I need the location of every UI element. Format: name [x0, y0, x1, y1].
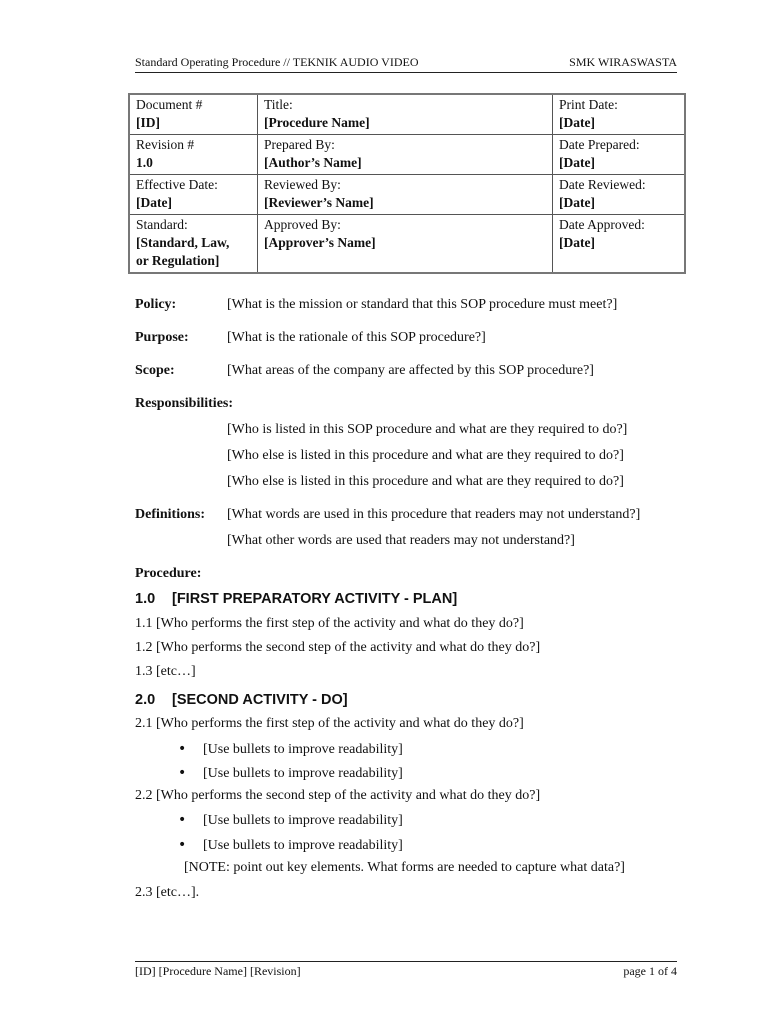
scope-row — [135, 362, 594, 380]
bullet-text: [Use bullets to improve readability] — [203, 838, 403, 853]
meta-row — [129, 175, 685, 215]
responsibility-item: [Who else is listed in this procedure and what are they required to do?] — [227, 474, 624, 489]
meta-cell-title: Title: [Procedure Name] — [258, 94, 553, 135]
meta-cell-prepared-by: Prepared By: [Author’s Name] — [258, 135, 553, 175]
procedure-step: 1.3 [etc…] — [135, 664, 196, 679]
section-title: [FIRST PREPARATORY ACTIVITY - PLAN] — [172, 591, 458, 607]
responsibility-item: [Who else is listed in this procedure and what are they required to do?] — [227, 448, 624, 463]
meta-row — [129, 94, 685, 135]
purpose-row — [135, 329, 486, 347]
section-number: 1.0 — [135, 591, 156, 607]
document-meta-table — [128, 93, 686, 274]
bullet-item — [178, 811, 403, 830]
page-header — [135, 54, 677, 73]
page-footer — [135, 961, 677, 980]
meta-cell-date-prepared: Date Prepared: [Date] — [553, 135, 686, 175]
bullet-icon: • — [178, 837, 187, 853]
procedure-note: [NOTE: point out key elements. What forms are needed to capture what data?] — [184, 860, 625, 875]
section-heading-1 — [135, 590, 457, 608]
responsibility-item: [Who is listed in this SOP procedure and what are they required to do?] — [227, 422, 628, 437]
responsibilities-label: Responsibilities: — [135, 396, 234, 411]
definition-item: [What other words are used that readers may not understand?] — [227, 533, 575, 548]
meta-row — [129, 215, 685, 274]
meta-cell-date-reviewed: Date Reviewed: [Date] — [553, 175, 686, 215]
meta-cell-effective-date: Effective Date: [Date] — [129, 175, 258, 215]
procedure-label: Procedure: — [135, 566, 202, 581]
meta-cell-standard: Standard: [Standard, Law, or Regulation] — [129, 215, 258, 274]
bullet-text: [Use bullets to improve readability] — [203, 742, 403, 757]
policy-label: Policy: — [135, 297, 177, 312]
purpose-label: Purpose: — [135, 330, 189, 345]
bullet-icon: • — [178, 741, 187, 757]
bullet-item — [178, 764, 403, 783]
meta-cell-reviewed-by: Reviewed By: [Reviewer’s Name] — [258, 175, 553, 215]
meta-cell-document-id: Document # [ID] — [129, 94, 258, 135]
meta-cell-approved-by: Approved By: [Approver’s Name] — [258, 215, 553, 274]
definitions-label: Definitions: — [135, 507, 205, 522]
footer-document-ref: [ID] [Procedure Name] [Revision] — [135, 964, 301, 978]
header-school-name: SMK WIRASWASTA — [569, 55, 677, 69]
header-document-title: Standard Operating Procedure // TEKNIK AUDIO VIDEO — [135, 55, 419, 69]
purpose-text: [What is the rationale of this SOP procedure?] — [227, 330, 486, 345]
meta-cell-revision: Revision # 1.0 — [129, 135, 258, 175]
meta-cell-date-approved: Date Approved: [Date] — [553, 215, 686, 274]
section-title: [SECOND ACTIVITY - DO] — [172, 692, 348, 708]
bullet-item — [178, 740, 403, 759]
procedure-step: 1.2 [Who performs the second step of the activity and what do they do?] — [135, 640, 541, 655]
procedure-step: 1.1 [Who performs the first step of the activity and what do they do?] — [135, 616, 524, 631]
meta-row — [129, 135, 685, 175]
scope-text: [What areas of the company are affected by this SOP procedure?] — [227, 363, 594, 378]
bullet-icon: • — [178, 765, 187, 781]
meta-cell-print-date: Print Date: [Date] — [553, 94, 686, 135]
bullet-text: [Use bullets to improve readability] — [203, 813, 403, 828]
procedure-step: 2.2 [Who performs the second step of the activity and what do they do?] — [135, 788, 541, 803]
policy-text: [What is the mission or standard that this SOP procedure must meet?] — [227, 297, 618, 312]
bullet-icon: • — [178, 812, 187, 828]
procedure-step: 2.1 [Who performs the first step of the activity and what do they do?] — [135, 716, 524, 731]
policy-row — [135, 296, 617, 314]
definitions-row — [135, 506, 640, 524]
section-heading-2 — [135, 691, 348, 709]
procedure-step: 2.3 [etc…]. — [135, 885, 200, 900]
page-number: page 1 of 4 — [623, 964, 677, 978]
bullet-text: [Use bullets to improve readability] — [203, 766, 403, 781]
definition-item: [What words are used in this procedure that readers may not understand?] — [227, 507, 641, 522]
scope-label: Scope: — [135, 363, 175, 378]
section-number: 2.0 — [135, 692, 156, 708]
bullet-item — [178, 836, 403, 855]
